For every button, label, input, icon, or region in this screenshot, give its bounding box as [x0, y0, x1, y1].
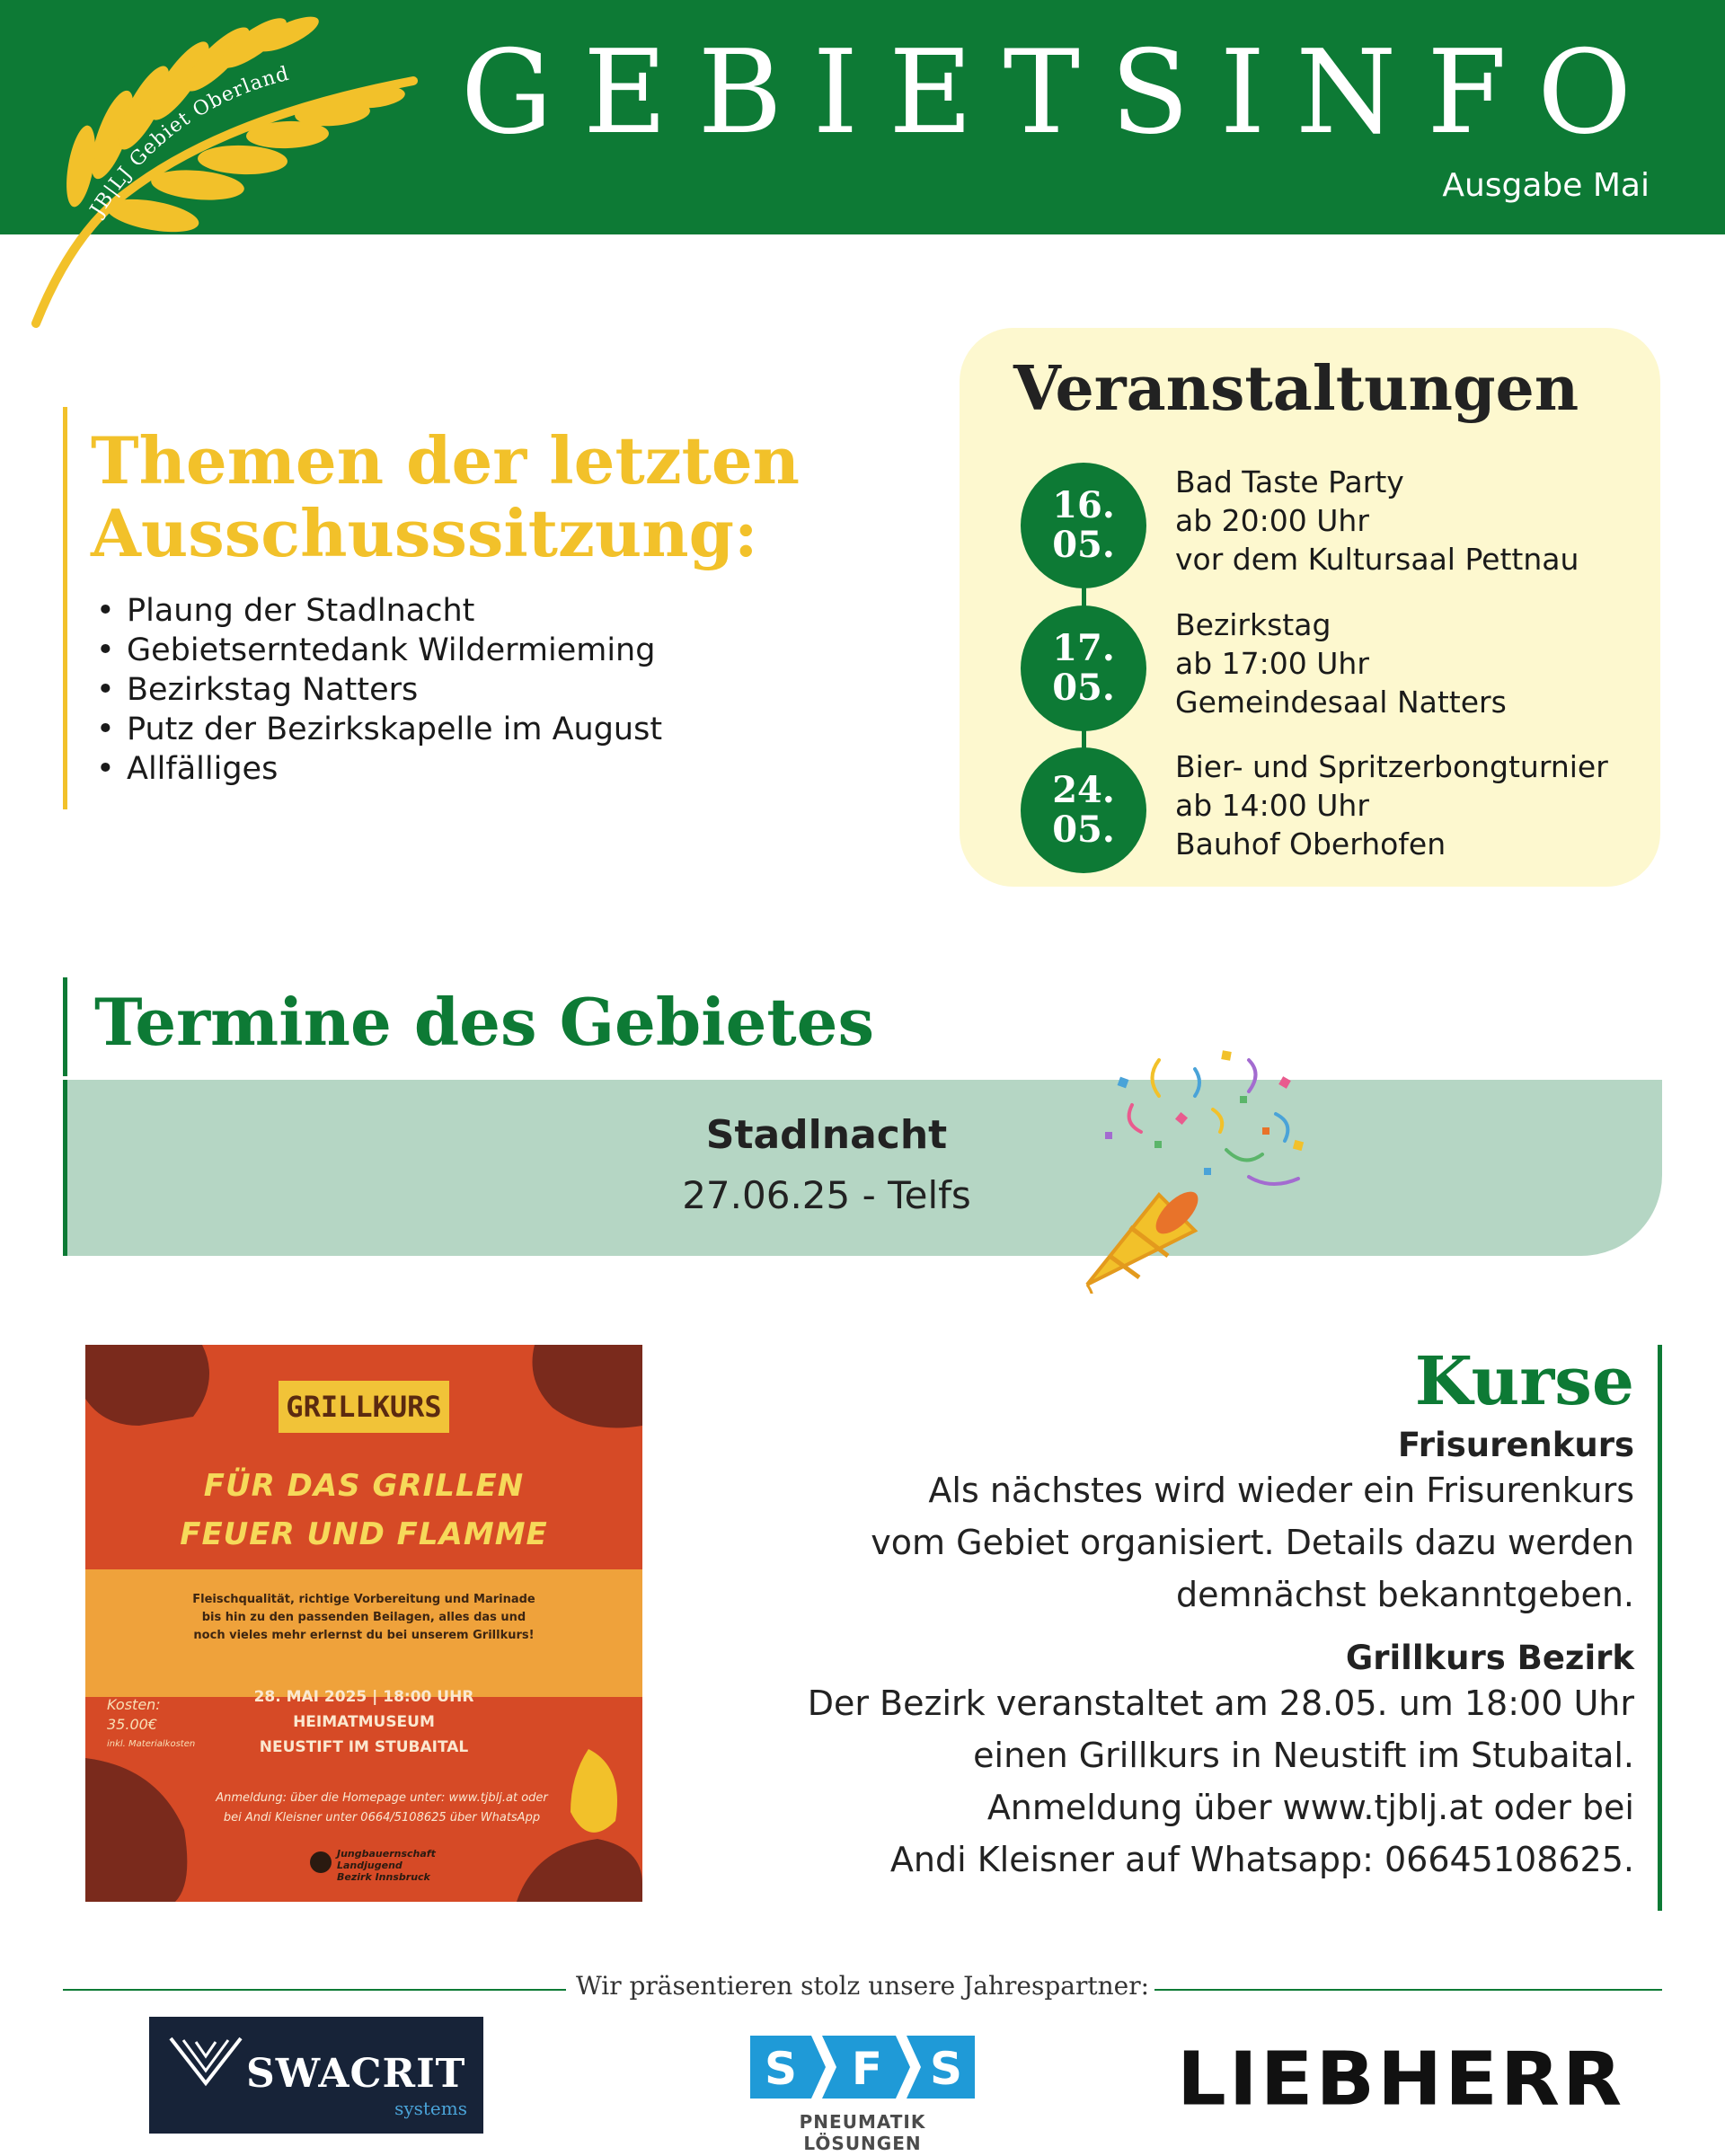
poster-cost [107, 1695, 195, 1754]
poster-venue: HEIMATMUSEUM [293, 1713, 435, 1731]
topics-title-line2: Ausschusssitzung: [91, 494, 758, 571]
party-popper-icon [1069, 1042, 1330, 1294]
event-details [1175, 605, 1507, 721]
events-title: Veranstaltungen [1013, 353, 1579, 425]
poster-signup-line2: bei Andi Kleisner unter 0664/5108625 über WhatsApp [223, 1811, 541, 1825]
list-item: • Gebietserntedank Wildermieming [91, 631, 836, 670]
list-item: • Bezirkstag Natters [91, 670, 836, 710]
event-details [1175, 463, 1579, 579]
swacrit-name: SWACRIT [246, 2051, 466, 2097]
course-text-line: demnächst bekanntgeben. [1176, 1575, 1634, 1614]
poster-headline-line2: FEUER UND FLAMME [180, 1516, 548, 1552]
events-panel [960, 328, 1660, 887]
event-day: 17. [1052, 627, 1115, 669]
event-name: Bad Taste Party [1175, 464, 1404, 499]
course-name: Grillkurs Bezirk [1345, 1639, 1634, 1677]
event-day: 16. [1052, 484, 1115, 526]
event-day: 24. [1052, 769, 1115, 811]
event-item [1021, 463, 1650, 597]
poster-place: NEUSTIFT IM STUBAITAL [259, 1738, 469, 1756]
sfs-letter-1: S [764, 2043, 798, 2095]
issue-subtitle: Ausgabe Mai [1442, 167, 1650, 204]
poster-signup-line1: Anmeldung: über die Homepage unter: www.tjblj.at oder [216, 1791, 548, 1805]
event-time: ab 17:00 Uhr [1175, 646, 1369, 681]
poster-cost-note: inkl. Materialkosten [107, 1739, 196, 1749]
grill-course-poster [85, 1345, 642, 1902]
partner-logo-liebherr: LIEBHERR [1177, 2037, 1625, 2123]
event-details [1175, 747, 1608, 863]
dates-event-info: 27.06.25 - Telfs [682, 1173, 971, 1217]
sfs-letter-2: F [851, 2043, 883, 2095]
poster-org-line1: Jungbauernschaft [337, 1848, 436, 1860]
topics-title [91, 422, 836, 571]
event-name: Bier- und Spritzerbongturnier [1175, 749, 1608, 784]
course-name: Frisurenkurs [1397, 1426, 1634, 1464]
event-month: 05. [1052, 524, 1115, 566]
poster-cost-label: Kosten: [107, 1696, 161, 1713]
dates-event-name: Stadlnacht [705, 1112, 948, 1158]
course-text-line: Der Bezirk veranstaltet am 28.05. um 18:00 Uhr [807, 1683, 1634, 1723]
sfs-mark-icon [750, 2028, 975, 2106]
course-text-line: Anmeldung über www.tjblj.at oder bei [986, 1788, 1634, 1827]
poster-date: 28. MAI 2025 | 18:00 UHR [253, 1688, 474, 1706]
poster-when [234, 1684, 494, 1760]
event-location: Gemeindesaal Natters [1175, 685, 1507, 720]
event-date-badge [1021, 605, 1146, 731]
partners-label: Wir präsentieren stolz unsere Jahrespartner: [575, 1971, 1150, 2001]
divider [63, 1989, 566, 1991]
list-item: • Plaung der Stadlnacht [91, 591, 836, 631]
organizer-logo-icon [310, 1851, 332, 1873]
course-text-line: Als nächstes wird wieder ein Frisurenkurs [928, 1471, 1634, 1510]
swacrit-mark-icon [169, 2033, 243, 2087]
poster-signup [175, 1789, 588, 1828]
course-text-line: vom Gebiet organisiert. Details dazu werden [871, 1523, 1634, 1562]
logo-text: JB|LJ Gebiet Oberland [85, 62, 292, 221]
dates-band [63, 1080, 1662, 1256]
list-item: • Allfälliges [91, 749, 836, 789]
poster-org-line2: Landjugend [337, 1860, 402, 1871]
topics-section [63, 407, 836, 809]
swacrit-sub: systems [394, 2098, 467, 2119]
course-text-line: Andi Kleisner auf Whatsapp: 06645108625. [889, 1840, 1634, 1879]
event-location: vor dem Kultursaal Pettnau [1175, 542, 1579, 577]
list-item: • Putz der Bezirkskapelle im August [91, 710, 836, 749]
poster-headline-line1: FÜR DAS GRILLEN [203, 1468, 525, 1504]
poster-cost-amount: 35.00€ [107, 1716, 157, 1733]
courses-section [719, 1345, 1662, 1911]
poster-description: Fleischqualität, richtige Vorbereitung und Marinade bis hin zu den passenden Beilagen, alles das und noch vieles mehr erlernst du bei unserem Grillkurs! [192, 1593, 535, 1642]
sfs-letter-3: S [929, 2043, 963, 2095]
course-text-line: einen Grillkurs in Neustift im Stubaital. [973, 1736, 1634, 1775]
wheat-logo [18, 9, 449, 332]
event-location: Bauhof Oberhofen [1175, 826, 1446, 862]
poster-headline [85, 1462, 642, 1559]
event-time: ab 20:00 Uhr [1175, 503, 1369, 538]
event-time: ab 14:00 Uhr [1175, 788, 1369, 823]
dates-title: Termine des Gebietes [63, 977, 874, 1076]
event-item [1021, 605, 1650, 740]
event-item [1021, 747, 1650, 882]
poster-organizer [310, 1848, 436, 1883]
topics-list [91, 591, 836, 789]
event-date-badge [1021, 747, 1146, 873]
event-name: Bezirkstag [1175, 607, 1331, 642]
topics-title-line1: Themen der letzten [91, 422, 801, 499]
page-title: GEBIETSINFO [460, 26, 1662, 160]
poster-tag: GRILLKURS [279, 1381, 449, 1433]
courses-title: Kurse [1414, 1343, 1634, 1420]
partner-logo-swacrit [149, 2017, 483, 2134]
sfs-sub: PNEUMATIK LÖSUNGEN [799, 2111, 926, 2154]
event-month: 05. [1052, 667, 1115, 709]
partner-logo-sfs [750, 2028, 984, 2154]
poster-org-line3: Bezirk Innsbruck [337, 1871, 430, 1883]
divider [1154, 1989, 1662, 1991]
event-month: 05. [1052, 808, 1115, 851]
event-date-badge [1021, 463, 1146, 588]
